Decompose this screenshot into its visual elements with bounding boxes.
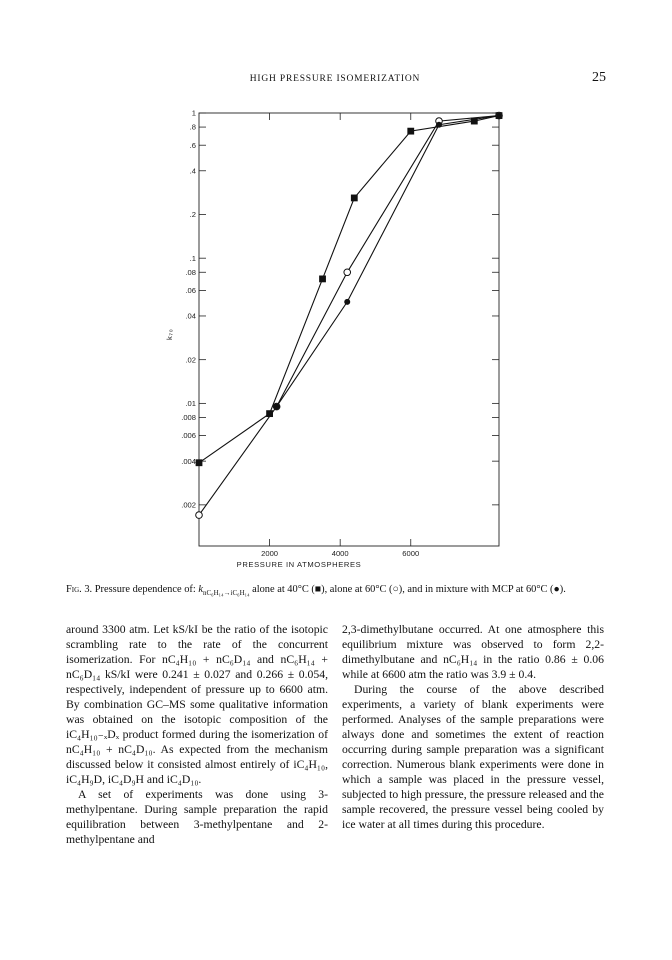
square-marker bbox=[407, 128, 414, 135]
paragraph: During the course of the above described experiments, a variety of blank experiments were performed. Analyses of the sample preparations were always done and sometimes the extent of reaction occurring during sample preparation was a significant correction. Numerous blank experiments were done in which a sample was placed in the pressure vessel, subjected to high pressure, the pressure released and the sample recovered, the pressure vessel being cooled by ice water at all times during this procedure. bbox=[342, 683, 604, 831]
x-tick-label: 2000 bbox=[261, 549, 279, 558]
y-tick-label: .2 bbox=[189, 210, 196, 220]
x-tick-label: 4000 bbox=[331, 549, 349, 558]
y-tick-label: .006 bbox=[181, 431, 196, 441]
y-tick-label: .06 bbox=[185, 285, 196, 295]
plot-series bbox=[196, 112, 503, 518]
y-tick-label: .002 bbox=[181, 500, 196, 510]
square-marker bbox=[266, 410, 273, 417]
figure-label: Fig. 3. bbox=[66, 584, 93, 595]
paragraph: 2,3-dimethylbutane occurred. At one atmosphere this equilibrium mixture was observed to form 2,2-dimethylbutane and nC₆H₁₄ in the ratio 0.86 ± 0.06 while at 6600 atm the ratio was 3.9 ± 0.4. bbox=[342, 623, 604, 681]
square-marker bbox=[471, 118, 478, 125]
filled-circle-marker bbox=[344, 299, 350, 305]
y-tick-label: 1 bbox=[191, 108, 196, 118]
y-tick-label: .4 bbox=[189, 166, 196, 176]
y-axis-label: k₇₀ bbox=[165, 328, 174, 340]
y-tick-label: .8 bbox=[189, 122, 196, 132]
y-tick-label: .004 bbox=[181, 456, 196, 466]
open-circle-marker bbox=[196, 512, 203, 519]
paragraph: A set of experiments was done using 3-methylpentane. During sample preparation the rapid equilibration between 3-methylpentane and 2-methylpentane and bbox=[66, 788, 328, 846]
square-marker bbox=[319, 276, 326, 283]
caption-text-1: Pressure dependence of: bbox=[94, 584, 199, 595]
x-axis bbox=[261, 113, 419, 558]
y-tick-label: .02 bbox=[185, 355, 196, 365]
series-line-filled-circle bbox=[277, 116, 499, 407]
rate-subscript: nC₆H₁₄→iC₆H₁₄ bbox=[202, 589, 250, 598]
paragraph: around 3300 atm. Let kS/kI be the ratio of the isotopic scrambling rate to the rate of the concurrent isomerization. For nC₄H₁₀ + nC₆D₁₄ and nC₆H₁₄ + nC₆D₁₄ kS/kI were 0.241 ± 0.027 and 0.266 ± 0.054, respectively, independent of pressure up to 6600 atm. By combination GC–MS some qualitative information was obtained on the isotopic composition of the iC₄H₁₀₋ₓDₓ product formed during the isomerization of nC₄H₁₀ + nC₄D₁₀. As expected from the mechanism discussed below it consisted almost entirely of iC₄H₁₀, iC₄H₉D, iC₄D₉H and iC₄D₁₀. bbox=[66, 623, 328, 786]
right-column bbox=[342, 622, 604, 832]
y-tick-label: .6 bbox=[189, 140, 196, 150]
y-tick-label: .08 bbox=[185, 267, 196, 277]
caption-text-2: alone at 40°C (■), alone at 60°C (○), and in mixture with MCP at 60°C (●). bbox=[249, 584, 566, 595]
running-title: HIGH PRESSURE ISOMERIZATION bbox=[249, 74, 421, 84]
filled-circle-marker bbox=[496, 113, 502, 119]
plot-border bbox=[199, 113, 499, 546]
series-line-filled-square bbox=[199, 116, 499, 463]
figure-caption bbox=[66, 583, 612, 600]
y-tick-label: .1 bbox=[189, 253, 196, 263]
rate-symbol: k bbox=[198, 584, 203, 595]
filled-circle-marker bbox=[274, 404, 280, 410]
x-tick-label: 6000 bbox=[402, 549, 420, 558]
y-tick-label: .008 bbox=[181, 413, 196, 423]
plot-frame bbox=[199, 113, 499, 546]
x-axis-label: PRESSURE IN ATMOSPHERES bbox=[236, 560, 362, 569]
series-line-open-circle bbox=[199, 116, 499, 515]
square-marker bbox=[351, 195, 358, 202]
page-number: 25 bbox=[592, 70, 606, 85]
y-axis bbox=[181, 109, 499, 510]
open-circle-marker bbox=[344, 269, 351, 276]
left-column bbox=[66, 622, 328, 847]
y-tick-label: .01 bbox=[185, 398, 196, 408]
y-tick-label: .04 bbox=[185, 311, 196, 321]
square-marker bbox=[196, 459, 203, 466]
filled-circle-marker bbox=[436, 122, 442, 128]
